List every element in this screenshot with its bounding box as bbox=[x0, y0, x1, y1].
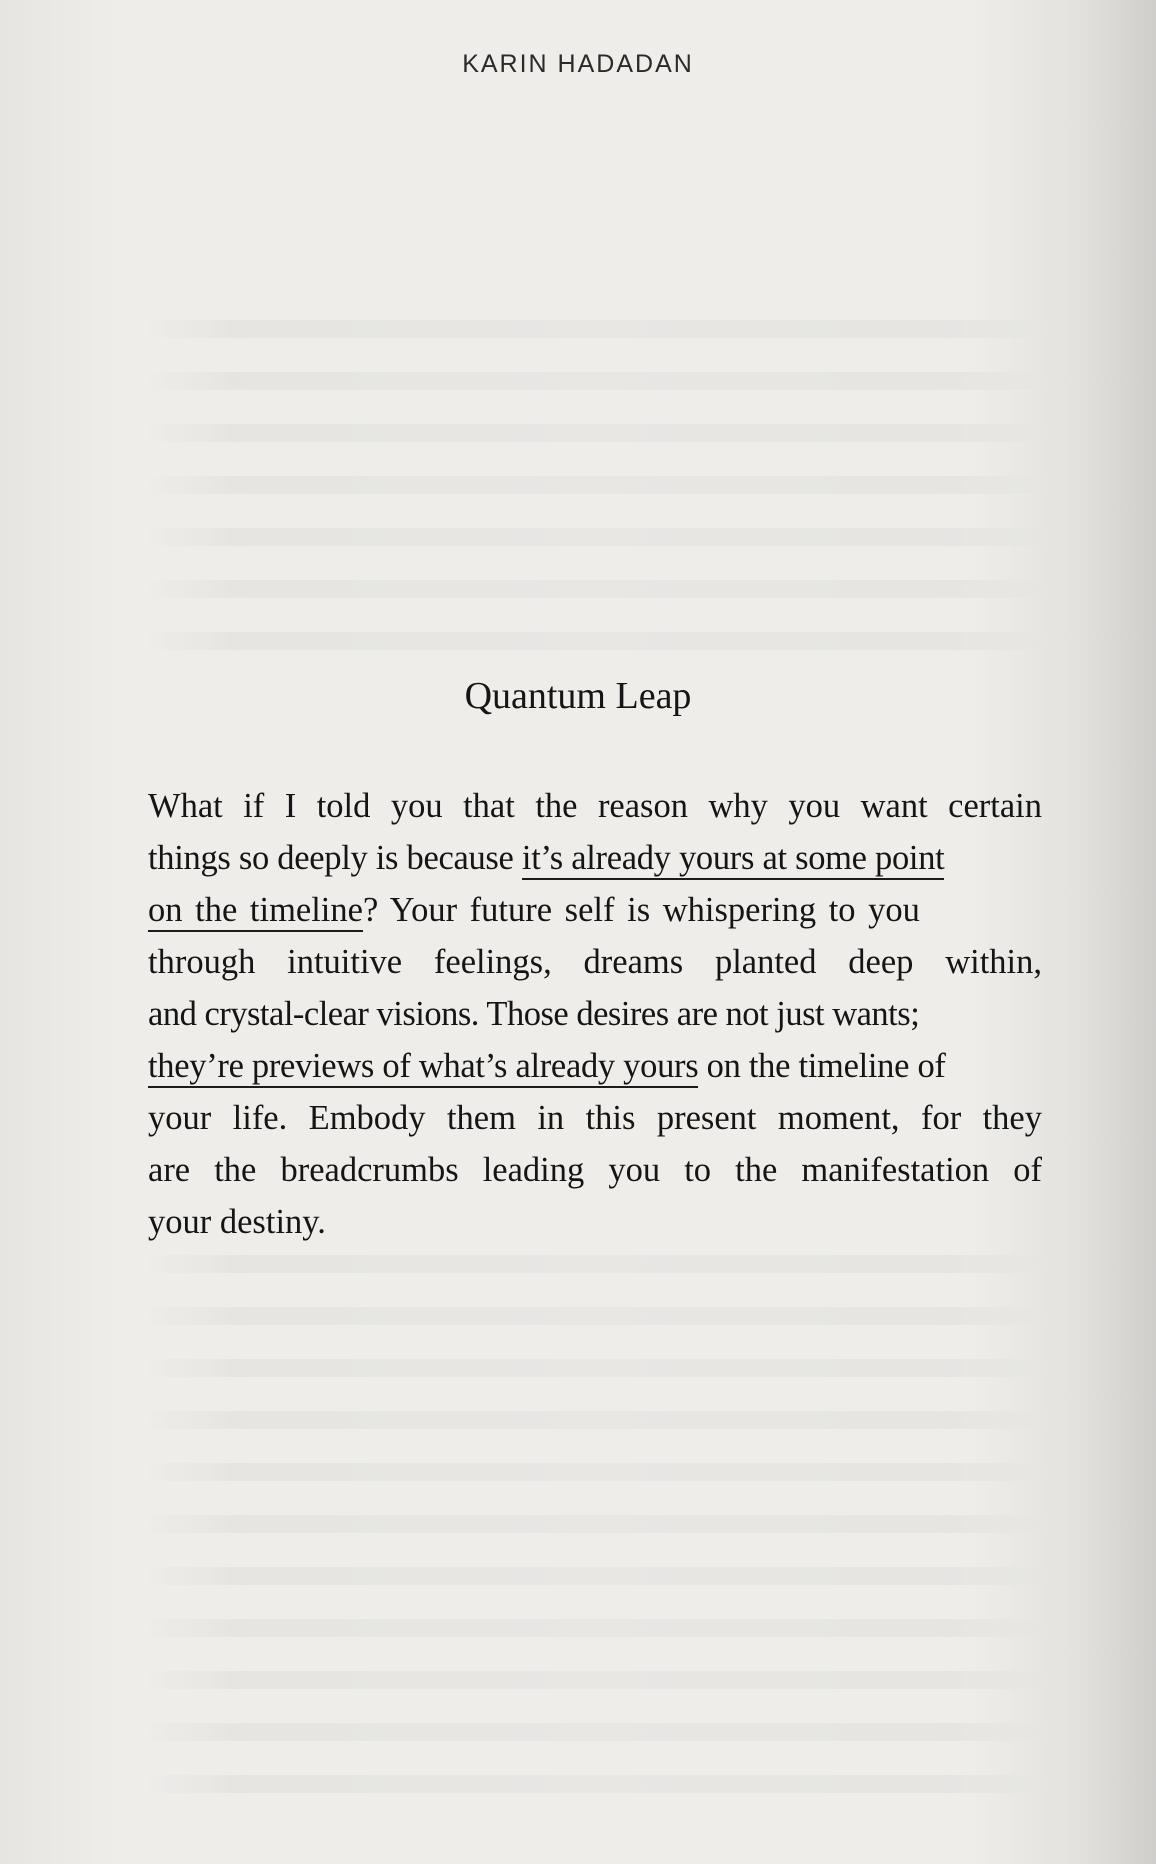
text-line: through intuitive feelings, dreams planted deep within, bbox=[148, 943, 1042, 981]
text-line: and crystal-clear visions. Those desires are not just wants; bbox=[148, 995, 920, 1033]
underlined-phrase: they’re previews of what’s already yours bbox=[148, 1047, 698, 1088]
bleed-through-line bbox=[145, 1775, 1045, 1793]
text-line: things so deeply is because it’s already yours at some point bbox=[148, 832, 1042, 884]
bleed-through-line bbox=[145, 1411, 1045, 1429]
text-line: they’re previews of what’s already yours on the timeline of bbox=[148, 1040, 1042, 1092]
bleed-through-line bbox=[145, 476, 1045, 494]
underlined-phrase: on the timeline bbox=[148, 891, 363, 932]
bleed-through-line bbox=[145, 528, 1045, 546]
bleed-through-line bbox=[145, 1567, 1045, 1585]
text-line: your life. Embody them in this present moment, for they bbox=[148, 1099, 1042, 1137]
bleed-through-line bbox=[145, 1463, 1045, 1481]
bleed-through-line bbox=[145, 1255, 1045, 1273]
text-line: are the breadcrumbs leading you to the manifestation of bbox=[148, 1151, 1042, 1189]
bleed-through-line bbox=[145, 424, 1045, 442]
text-line: your destiny. bbox=[148, 1203, 326, 1241]
text-line: on the timeline? Your future self is whispering to you bbox=[148, 884, 1042, 936]
underlined-phrase: it’s already yours at some point bbox=[522, 839, 945, 880]
bleed-through-line bbox=[145, 320, 1045, 338]
body-paragraph bbox=[148, 780, 1042, 1248]
bleed-through-line bbox=[145, 1359, 1045, 1377]
bleed-through-line bbox=[145, 1671, 1045, 1689]
running-head-author: KARIN HADADAN bbox=[462, 50, 694, 78]
bleed-through-line bbox=[145, 632, 1045, 650]
bleed-through-line bbox=[145, 1619, 1045, 1637]
bleed-through-line bbox=[145, 580, 1045, 598]
bleed-through-line bbox=[145, 372, 1045, 390]
text-line: What if I told you that the reason why you want certain bbox=[148, 787, 1042, 825]
section-title: Quantum Leap bbox=[464, 675, 692, 717]
bleed-through-line bbox=[145, 1307, 1045, 1325]
bleed-through-line bbox=[145, 1515, 1045, 1533]
bleed-through-line bbox=[145, 1723, 1045, 1741]
